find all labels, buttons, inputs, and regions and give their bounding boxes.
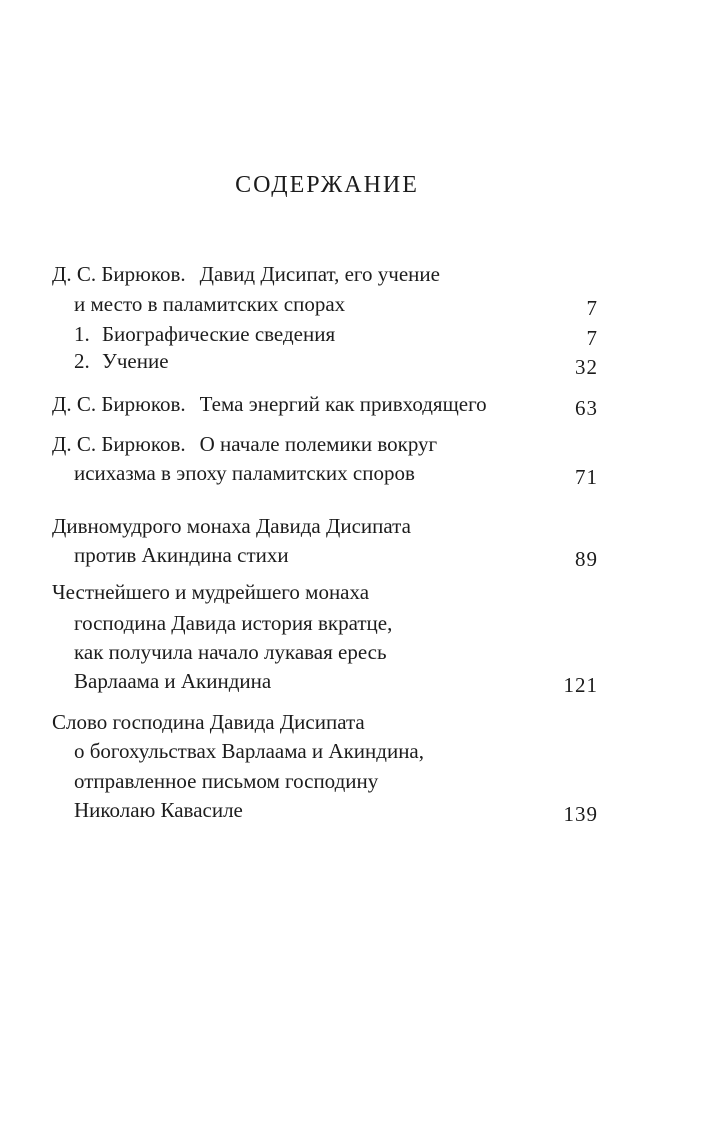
toc-entry-2-page: 63 — [575, 396, 598, 420]
toc-entry-2-line-1 — [52, 390, 487, 418]
toc-entry-1-page: 7 — [586, 296, 598, 320]
toc-entry-3-title-line-1: О начале полемики вокруг — [199, 432, 438, 456]
toc-subitem-2-page: 32 — [575, 355, 598, 379]
toc-entry-4-title-line-1: Дивномудрого монаха Давида Дисипата — [52, 514, 411, 538]
toc-subitem-1-text: Биографические сведения — [102, 322, 336, 346]
toc-entry-2-author: Д. С. Бирюков. — [52, 392, 186, 416]
toc-entry-4-page: 89 — [575, 547, 598, 571]
toc-subitem-1 — [74, 320, 335, 348]
toc-subitem-1-number: 1. — [74, 322, 90, 346]
toc-entry-3-line-1 — [52, 430, 437, 458]
page-title: СОДЕРЖАНИЕ — [235, 172, 419, 198]
toc-entry-6-title-line-2: о богохульствах Варлаама и Акиндина, — [74, 739, 424, 763]
toc-subitem-1-page: 7 — [586, 326, 598, 350]
toc-entry-6-title-line-1: Слово господина Давида Дисипата — [52, 710, 365, 734]
toc-subitem-2-text: Учение — [102, 349, 169, 373]
toc-entry-3-author: Д. С. Бирюков. — [52, 432, 186, 456]
toc-entry-2-title-line-1: Тема энергий как привходящего — [199, 392, 487, 416]
toc-entry-5-title-line-1: Честнейшего и мудрейшего монаха — [52, 580, 370, 604]
toc-subitem-2-number: 2. — [74, 349, 90, 373]
toc-entry-6-title-line-4: Николаю Кавасиле — [74, 798, 243, 822]
toc-entry-1-author: Д. С. Бирюков. — [52, 262, 186, 286]
toc-entry-1-title-line-2: и место в паламитских спорах — [74, 292, 346, 316]
toc-entry-3-page: 71 — [575, 465, 598, 489]
toc-entry-3-title-line-2: исихазма в эпоху паламитских споров — [74, 461, 415, 485]
toc-subitem-2 — [74, 347, 169, 375]
toc-entry-4-title-line-2: против Акиндина стихи — [74, 543, 289, 567]
toc-entry-5-title-line-2: господина Давида история вкратце, — [74, 611, 393, 635]
toc-entry-1-title-line-1: Давид Дисипат, его учение — [199, 262, 440, 286]
toc-entry-5-title-line-4: Варлаама и Акиндина — [74, 669, 272, 693]
toc-entry-5-title-line-3: как получила начало лукавая ересь — [74, 640, 387, 664]
toc-entry-6-title-line-3: отправленное письмом господину — [74, 769, 379, 793]
toc-entry-1-line-1 — [52, 260, 440, 288]
toc-entry-6-page: 139 — [563, 802, 598, 826]
toc-entry-5-page: 121 — [563, 673, 598, 697]
